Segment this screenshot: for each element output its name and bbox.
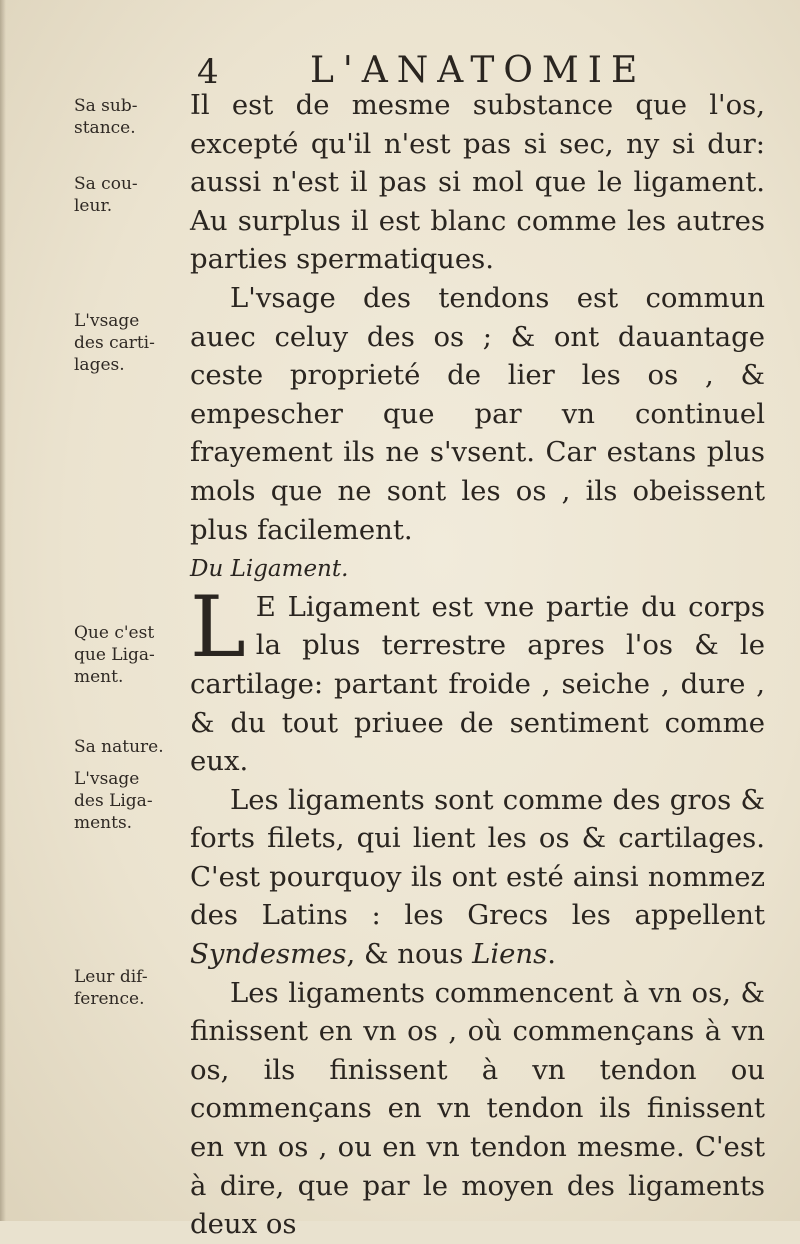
paragraph-ligaments-filets <box>190 781 765 974</box>
running-title: L'ANATOMIE <box>310 50 647 91</box>
margin-note-substance: Sa sub- stance. <box>74 96 138 138</box>
main-text <box>190 86 765 1244</box>
text-run: , & nous <box>346 938 473 971</box>
margin-note-que-cest: Que c'est que Liga- ment. <box>74 623 155 687</box>
margin-note-couleur: Sa cou- leur. <box>74 174 138 216</box>
page-edge-shadow <box>0 0 6 1221</box>
paragraph-ligaments-commencent: Les ligaments commencent à vn os, & finissent en vn os , où commençans à vn os, ils finissent à vn tendon ou commençans en vn tendon ils finissent en vn os , ou en vn tendon mesme. C'est à dire, que par le moyen des ligaments deux os <box>190 976 765 1241</box>
paragraph-ligament-definition-text: E Ligament est vne partie du corps la plus terrestre apres l'os & le cartilage: partant froide , seiche , dure , & du tout priuee de sentiment comme eux. <box>190 590 765 778</box>
text-run: . <box>547 938 556 971</box>
margin-note-nature: Sa nature. <box>74 737 164 757</box>
italic-term-syndesmes: Syndesmes <box>190 938 347 971</box>
paragraph-ligament-definition <box>190 577 765 781</box>
page-number: 4 <box>197 52 219 92</box>
paragraph-usage-tendons: L'vsage des tendons est commun auec celuy des os ; & ont dauantage ceste proprieté de lier les os , & empescher que par vn continuel frayement ils ne s'vsent. Car estans plus mols que ne sont les os , ils obeissent plus facilement. <box>190 281 765 546</box>
margin-note-difference: Leur dif- ference. <box>74 967 148 1009</box>
margin-note-usage-cartilages: L'vsage des carti- lages. <box>74 311 155 375</box>
section-heading: Du Ligament. <box>190 556 349 583</box>
paragraph-substance: Il est de mesme substance que l'os, excepté qu'il n'est pas si sec, ny si dur: aussi n'est il pas si mol que le ligament. Au surplus il est blanc comme les autres parties spermatiques. <box>190 89 765 276</box>
margin-note-usage-ligaments: L'vsage des Liga- ments. <box>74 769 153 833</box>
text-run: Les ligaments sont comme des gros & forts filets, qui lient les os & cartilages. C'est pourquoy ils ont esté ainsi nommez des Latins : les Grecs les appellent <box>190 783 765 932</box>
drop-cap: L <box>190 577 246 676</box>
italic-term-liens: Liens <box>472 938 548 971</box>
